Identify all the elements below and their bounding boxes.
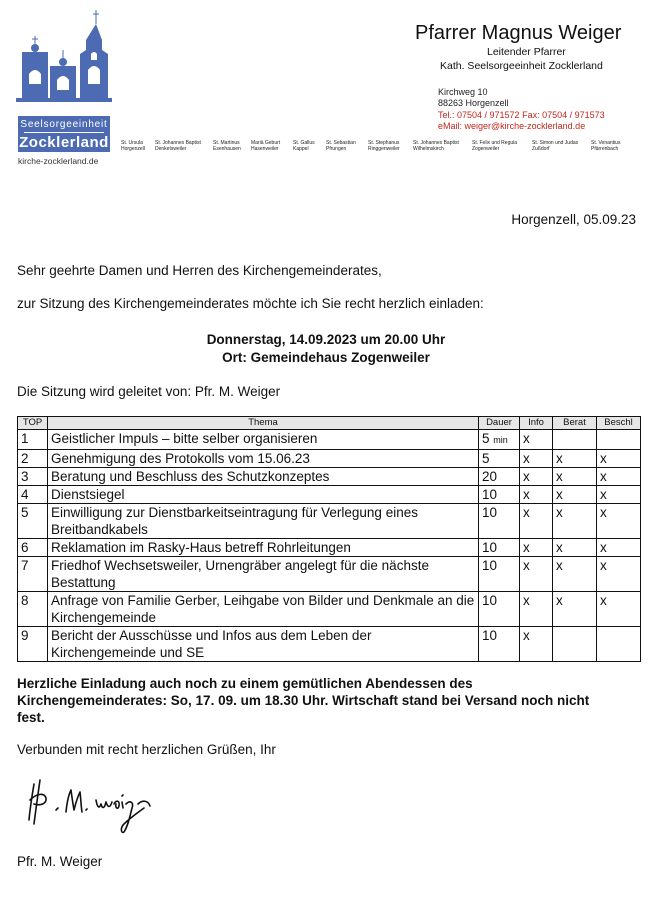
- row-dauer-value: 5: [482, 431, 490, 446]
- meeting-place: Ort: Gemeindehaus Zogenweiler: [222, 350, 430, 365]
- row-berat: x: [553, 504, 597, 539]
- row-info: x: [520, 627, 553, 662]
- row-thema: Dienstsiegel: [48, 486, 479, 504]
- row-dauer: 10: [479, 504, 520, 539]
- row-beschl: x: [597, 592, 641, 627]
- row-thema: Anfrage von Familie Gerber, Leihgabe von Bilder und Denkmale an die Kirchengemeinde: [48, 592, 479, 627]
- parish-10: St. Simon und Judas Zußdorf: [532, 140, 579, 152]
- address-street: Kirchweg 10: [438, 87, 488, 97]
- table-row: [18, 539, 641, 557]
- parish-11: St. Venantius Pfärrenbach: [591, 140, 621, 152]
- row-dauer: 10: [479, 486, 520, 504]
- pastor-unit: Kath. Seelsorgeeinheit Zocklerland: [440, 60, 603, 72]
- row-info: x: [520, 557, 553, 592]
- logo-band-line1: Seelsorgeeinheit: [20, 119, 108, 130]
- pastor-role: Leitender Pfarrer: [487, 46, 566, 58]
- header-dauer: Dauer: [479, 417, 520, 430]
- table-row: [18, 627, 641, 662]
- table-row: [18, 450, 641, 468]
- row-info: x: [520, 504, 553, 539]
- row-dauer: [479, 430, 520, 450]
- row-top: 3: [18, 468, 48, 486]
- logo-divider: [24, 132, 104, 133]
- row-beschl: x: [597, 557, 641, 592]
- row-dauer: 10: [479, 592, 520, 627]
- row-beschl: [597, 627, 641, 662]
- row-beschl: x: [597, 504, 641, 539]
- row-dauer: 20: [479, 468, 520, 486]
- row-info: x: [520, 468, 553, 486]
- row-berat: x: [553, 450, 597, 468]
- row-beschl: x: [597, 468, 641, 486]
- handwritten-signature: [26, 774, 156, 836]
- header-berat: Berat: [553, 417, 597, 430]
- row-thema: Bericht der Ausschüsse und Infos aus dem Leben der Kirchengemeinde und SE: [48, 627, 479, 662]
- parish-1: St. Ursula Horgenzell: [121, 140, 145, 152]
- row-top: 9: [18, 627, 48, 662]
- table-row: [18, 504, 641, 539]
- meeting-date: Donnerstag, 14.09.2023 um 20.00 Uhr: [206, 332, 446, 347]
- row-berat: [553, 627, 597, 662]
- table-row: [18, 430, 641, 450]
- invite-line-2: Kirchengemeinderates: So, 17. 09. um 18.30 Uhr. Wirtschaft stand bei Versand noch nicht: [17, 693, 590, 708]
- parish-4: Mariä Geburt Hasenweiler: [251, 140, 281, 152]
- address-email[interactable]: eMail: weiger@kirche-zocklerland.de: [438, 121, 586, 131]
- address-phone: Tel.: 07504 / 971572 Fax: 07504 / 971573: [438, 110, 605, 120]
- row-thema: Friedhof Wechsetsweiler, Urnengräber angelegt für die nächste Bestattung: [48, 557, 479, 592]
- chair-text: Die Sitzung wird geleitet von: Pfr. M. Weiger: [17, 384, 281, 399]
- place-date: Horgenzell, 05.09.23: [511, 212, 636, 227]
- parish-8: St. Johannes Baptist Wilhelmskirch: [413, 140, 459, 152]
- address-city: 88263 Horgenzell: [438, 98, 509, 108]
- table-row: [18, 592, 641, 627]
- header-beschl: Beschl: [597, 417, 641, 430]
- row-dauer: 10: [479, 539, 520, 557]
- row-beschl: x: [597, 486, 641, 504]
- header-top: TOP: [18, 417, 48, 430]
- row-dauer: 10: [479, 627, 520, 662]
- row-top: 7: [18, 557, 48, 592]
- row-top: 6: [18, 539, 48, 557]
- logo-band-line2: Zocklerland: [19, 134, 109, 151]
- parish-9: St. Felix und Regula Zogenweiler: [472, 140, 518, 152]
- row-beschl: [597, 430, 641, 450]
- row-berat: x: [553, 592, 597, 627]
- parish-3: St. Martinus Esenhausen: [213, 140, 241, 152]
- row-top: 8: [18, 592, 48, 627]
- logo-website: kirche-zocklerland.de: [18, 156, 99, 166]
- row-thema: Reklamation im Rasky-Haus betreff Rohrleitungen: [48, 539, 479, 557]
- table-row: [18, 486, 641, 504]
- row-berat: x: [553, 468, 597, 486]
- row-info: x: [520, 539, 553, 557]
- invite-line-1: Herzliche Einladung auch noch zu einem gemütlichen Abendessen des: [17, 676, 473, 691]
- row-top: 4: [18, 486, 48, 504]
- closing-text: Verbunden mit recht herzlichen Grüßen, Ihr: [17, 742, 276, 757]
- row-info: x: [520, 450, 553, 468]
- row-dauer-unit: min: [493, 435, 508, 445]
- church-logo-icon: [16, 10, 112, 102]
- table-row: [18, 557, 641, 592]
- invite-line-3: fest.: [17, 710, 45, 725]
- row-berat: x: [553, 557, 597, 592]
- row-berat: x: [553, 486, 597, 504]
- row-top: 2: [18, 450, 48, 468]
- parish-7: St. Stephanus Ringgenweiler: [368, 140, 400, 152]
- row-berat: x: [553, 539, 597, 557]
- salutation: Sehr geehrte Damen und Herren des Kirchengemeinderates,: [17, 263, 382, 278]
- row-top: 1: [18, 430, 48, 450]
- row-info: x: [520, 592, 553, 627]
- row-dauer: 5: [479, 450, 520, 468]
- row-dauer: 10: [479, 557, 520, 592]
- row-thema: Beratung und Beschluss des Schutzkonzeptes: [48, 468, 479, 486]
- row-thema: Geistlicher Impuls – bitte selber organisieren: [48, 430, 479, 450]
- parish-6: St. Sebastian Pfrungen: [326, 140, 356, 152]
- row-thema: Genehmigung des Protokolls vom 15.06.23: [48, 450, 479, 468]
- intro-text: zur Sitzung des Kirchengemeinderates möchte ich Sie recht herzlich einladen:: [17, 296, 484, 311]
- signature-name: Pfr. M. Weiger: [17, 854, 103, 869]
- header-thema: Thema: [48, 417, 479, 430]
- row-thema: Einwilligung zur Dienstbarkeitseintragung für Verlegung eines Breitbandkabels: [48, 504, 479, 539]
- parish-5: St. Gallus Kappel: [293, 140, 315, 152]
- row-berat: [553, 430, 597, 450]
- header-info: Info: [520, 417, 553, 430]
- pastor-name: Pfarrer Magnus Weiger: [415, 22, 622, 44]
- table-row: [18, 468, 641, 486]
- parish-2: St. Johannes Baptist Denketsweiler: [155, 140, 201, 152]
- row-beschl: x: [597, 450, 641, 468]
- row-beschl: x: [597, 539, 641, 557]
- row-info: x: [520, 486, 553, 504]
- logo-band: [18, 116, 110, 152]
- agenda-table: [17, 416, 641, 662]
- row-info: x: [520, 430, 553, 450]
- row-top: 5: [18, 504, 48, 539]
- agenda-header-row: [18, 417, 641, 430]
